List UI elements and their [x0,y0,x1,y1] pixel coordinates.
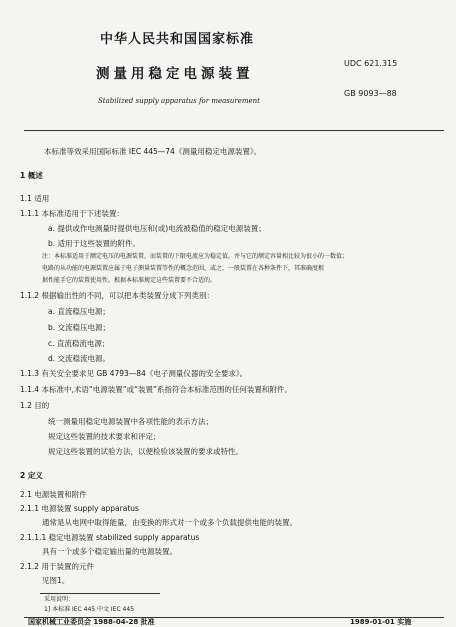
clause-1-1-2-c: c. 直流稳流电源； [48,339,110,348]
intro-paragraph: 本标准等效采用国际标准 IEC 445—74《测量用稳定电源装置》。 [44,147,262,156]
clause-1-1-3: 1.1.3 有关安全要求见 GB 4793—84《电子测量仪器的安全要求》。 [20,369,248,378]
clause-1-1-2-b: b. 交流稳压电源； [48,323,111,332]
udc-number: UDC 621.315 [344,59,398,68]
term-2-1-1-1-definition: 具有一个或多个稳定输出量的电源装置。 [42,547,177,556]
purpose-line-2: 规定这些装置的技术要求和评定； [48,432,161,441]
section-1-2-heading: 1.2 目的 [20,401,50,410]
clause-1-1-2-d: d. 交流稳流电源。 [48,354,111,363]
english-subtitle: Stabilized supply apparatus for measurement [98,97,260,105]
note-line-2: 电路的从功能的电源装置应属于电子测量装置等性的概念范围，或之，一般装置在各种条件下，其准确度根 [42,265,325,272]
document-title: 测量用稳定电源装置 [96,66,254,82]
section-2-1-heading: 2.1 电源装置和附件 [20,490,87,499]
term-2-1-2-reference: 见图1。 [42,576,70,585]
clause-1-1-2: 1.1.2 根据输出性的不同，可以把本类装置分成下列类别： [20,291,214,300]
term-2-1-1: 2.1.1 电源装置 supply apparatus [20,504,139,513]
term-2-1-2: 2.1.2 用于装置的元件 [20,562,94,571]
note-line-3: 据性能手它的装置使用性。根据本标准规定这些装置要不合适的。 [42,277,217,284]
term-2-1-1-definition: 通常是从电网中取得能量，由变换的形式对一个或多个负载提供电能的装置。 [42,518,297,527]
footnote-rule [40,593,160,594]
note-line-1: 注：本标准适用于额定电压的电源装置，而装置的下限电流应为稳定值，并与它的额定容量相比较为很小的一数值； [42,253,349,260]
footnote-label: 采用说明： [44,596,75,603]
implementation-date: 1989-01-01 实施 [350,618,412,626]
clause-1-1-2-a: a. 直流稳压电源； [48,307,110,316]
gb-number: GB 9093—88 [344,89,397,98]
purpose-line-3: 规定这些装置的试验方法，以便检验该装置的要求或特性。 [48,447,243,456]
section-1-1-heading: 1.1 适用 [20,194,50,203]
section-1-heading: 1 概述 [20,171,43,180]
clause-1-1-1-b: b. 适用于这些装置的附件。 [48,239,141,248]
clause-1-1-1: 1.1.1 本标准适用于下述装置： [20,209,124,218]
standard-organization-header: 中华人民共和国国家标准 [100,32,255,47]
approval-line: 国家机械工业委员会 1988-04-28 批准 [28,618,155,626]
section-2-heading: 2 定义 [20,471,43,480]
clause-1-1-4: 1.1.4 本标准中,术语“电源装置”或“装置”系指符合本标准范围的任何装置和附件。 [20,385,292,394]
term-2-1-1-1: 2.1.1.1 稳定电源装置 stabilized supply apparatus [20,533,200,542]
footnote-text: 1] 本标准 IEC 445 中文 IEC 445 [44,606,135,613]
purpose-line-1: 统一测量用稳定电源装置中各项性能的表示方法； [48,417,213,426]
header-rule [24,130,444,131]
clause-1-1-1-a: a. 提供或作电测量时提供电压和(或)电流被稳值的稳定电源装置； [48,224,266,233]
